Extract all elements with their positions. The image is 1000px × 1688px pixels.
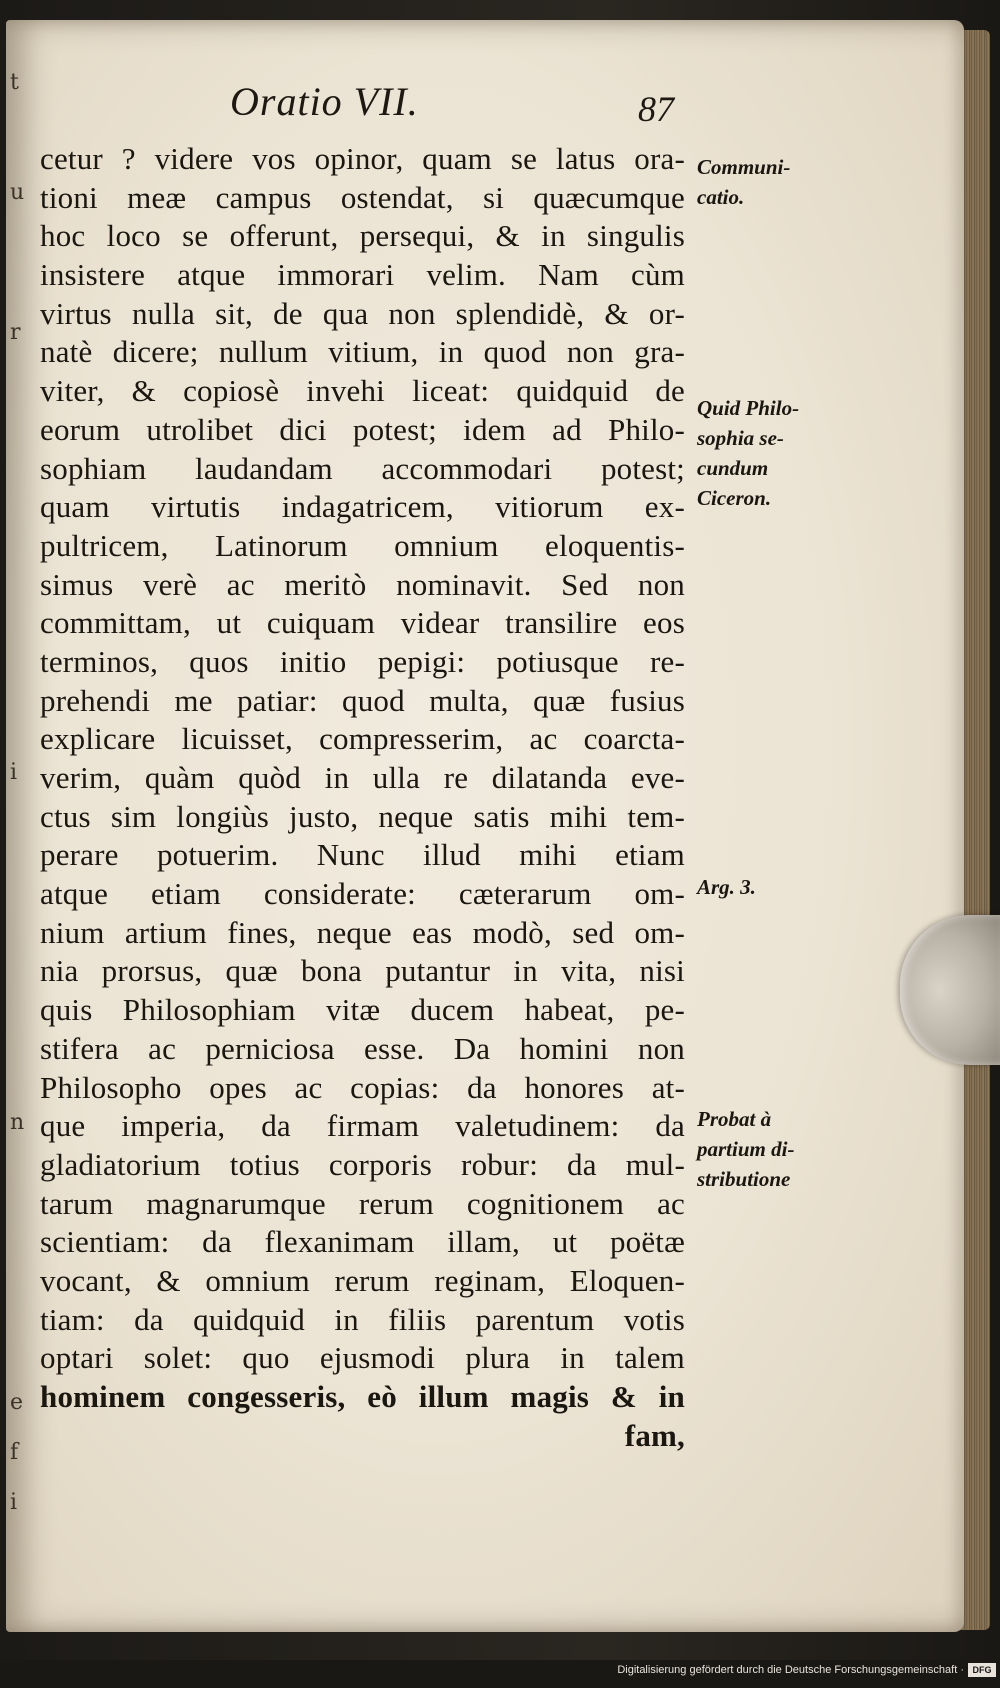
text-line: cetur ? videre vos opinor, quam se latus ora- <box>40 141 685 176</box>
margin-note-line: sophia se- <box>697 426 784 450</box>
text-line: nium artium fines, neque eas modò, sed om- <box>40 914 685 950</box>
digitization-credit: Digitalisierung gefördert durch die Deutsche Forschungsgemeinschaft · <box>617 1664 964 1676</box>
margin-note-line: stributione <box>697 1167 791 1191</box>
text-line: verim, quàm quòd in ulla re dilatanda eve- <box>40 760 685 795</box>
body-text <box>40 140 685 1455</box>
text-line: gladiatorium totius corporis robur: da mul- <box>40 1146 685 1182</box>
text-line: vocant, & omnium rerum reginam, Eloquen- <box>40 1262 685 1298</box>
margin-note-line: Communi- <box>697 155 791 179</box>
text-line: quis Philosophiam vitæ ducem habeat, pe- <box>40 992 685 1028</box>
text-line: viter, & copiosè invehi liceat: quidquid de <box>40 373 685 409</box>
text-line: tioni meæ campus ostendat, si quæcumque <box>40 179 685 215</box>
text-line: simus verè ac meritò nominavit. Sed non <box>40 566 685 602</box>
text-line: quam virtutis indagatricem, vitiorum ex- <box>40 489 685 525</box>
text-line: atque etiam considerate: cæterarum om- <box>40 876 685 912</box>
text-line: stifera ac perniciosa esse. Da homini non <box>40 1030 685 1066</box>
margin-note-line: Ciceron. <box>697 486 772 510</box>
text-line: perare potuerim. Nunc illud mihi etiam <box>40 837 685 873</box>
text-line: virtus nulla sit, de qua non splendidè, & or- <box>40 295 685 331</box>
text-line: natè dicere; nullum vitium, in quod non gra- <box>40 334 685 370</box>
margin-note-line: partium di- <box>697 1137 795 1161</box>
running-title: Oratio VII. <box>230 79 419 124</box>
text-line: tarum magnarumque rerum cognitionem ac <box>40 1185 685 1221</box>
margin-note-line: Probat à <box>697 1107 772 1131</box>
text-line: sophiam laudandam accommodari potest; <box>40 450 685 486</box>
text-line: pultricem, Latinorum omnium eloquentis- <box>40 527 685 563</box>
text-line: hominem congesseris, eò illum magis & in <box>40 1379 685 1414</box>
gutter-fragments: t u r i n e f i <box>10 70 25 1515</box>
text-line: prehendi me patiar: quod multa, quæ fusius <box>40 682 685 718</box>
dfg-logo: DFG <box>968 1663 996 1677</box>
margin-note-argument <box>697 872 847 902</box>
text-line: committam, ut cuiquam videar transilire eos <box>40 605 685 641</box>
margin-note-probat <box>697 1104 847 1194</box>
text-line: ctus sim longiùs justo, neque satis mihi tem- <box>40 798 685 834</box>
text-line: insistere atque immorari velim. Nam cùm <box>40 257 685 293</box>
text-line: optari solet: quo ejusmodi plura in talem <box>40 1340 685 1376</box>
text-line: explicare licuisset, compresserim, ac coarcta- <box>40 721 685 757</box>
text-line: terminos, quos initio pepigi: potiusque re- <box>40 643 685 679</box>
text-line: eorum utrolibet dici potest; idem ad Philo- <box>40 411 685 447</box>
margin-note-line: Quid Philo- <box>697 396 800 420</box>
text-line: Philosopho opes ac copias: da honores at- <box>40 1069 685 1105</box>
text-line: nia prorsus, quæ bona putantur in vita, nisi <box>40 953 685 989</box>
text-line: hoc loco se offerunt, persequi, & in singulis <box>40 218 685 254</box>
text-line: tiam: da quidquid in filiis parentum votis <box>40 1301 685 1337</box>
page-edges <box>960 30 990 1630</box>
text-line: scientiam: da flexanimam illam, ut poëtæ <box>40 1224 685 1260</box>
margin-note-communicatio <box>697 152 847 212</box>
page-number: 87 <box>638 89 674 129</box>
catchword: fam, <box>624 1417 685 1453</box>
margin-note-line: Arg. 3. <box>697 875 756 899</box>
margin-note-line: catio. <box>697 185 745 209</box>
margin-note-line: cundum <box>697 456 769 480</box>
text-line: que imperia, da firmam valetudinem: da <box>40 1108 685 1144</box>
margin-note-quid-philosophia <box>697 393 847 513</box>
